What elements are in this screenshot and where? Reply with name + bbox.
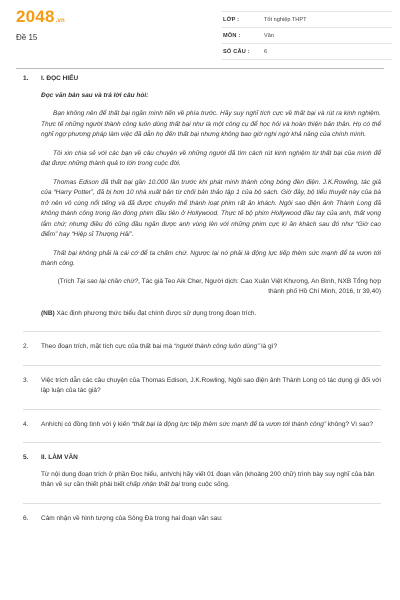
logo-suffix: .vn: [55, 18, 65, 24]
level-badge: (NB): [41, 309, 55, 317]
question-2: [23, 342, 381, 353]
question-quote: “thất bại là động lực tiếp thêm sức mạnh để ta vươn tới thành công”: [131, 420, 326, 428]
meta-row-subject: [222, 28, 392, 44]
passage-paragraph: Thất bại không phải là cái cớ để ta chấm chứ. Ngược lại nó phải là động lực tiếp thêm sức mạnh để ta vươn tới thành công.: [41, 249, 381, 267]
source-title: Tại sao lại chần chừ?: [76, 277, 139, 285]
question-quote: “người thành công luôn dùng”: [173, 343, 260, 350]
meta-row-question-count: [222, 44, 392, 60]
question-number: 5.: [23, 454, 29, 461]
question-text: Cảm nhận về hình tượng của Sông Đà trong hai đoạn văn sau:: [41, 514, 223, 522]
question-divider: [23, 503, 381, 504]
site-logo[interactable]: [16, 7, 65, 27]
passage-paragraph: Bạn không nên để thất bại ngăn mình tiến về phía trước. Hãy suy nghĩ tích cực về thất bại và rút ra kinh nghiệm. Thực tế những người thành công luôn dùng thất bại như là một công cụ để học hỏi và hoàn thiện bản thân. Họ có thể nghĩ ngợ phương pháp làm việc đã dẫn họ đến thất bại nhưng không bao giờ nghi ngờ khả năng của chính mình.: [41, 110, 381, 138]
question-divider: [23, 409, 381, 410]
meta-value: 6: [264, 48, 268, 55]
question-text: Anh/chị có đồng tình với ý kiến: [41, 420, 132, 428]
question-divider: [23, 365, 381, 366]
question-divider: [23, 331, 381, 332]
question-number: 2.: [23, 343, 29, 350]
question-text: Theo đoạn trích, mặt tích cực của thất bại mà: [41, 343, 174, 350]
meta-value: Tốt nghiệp THPT: [264, 16, 307, 23]
section-reading-heading: [23, 74, 381, 85]
question-text: Việc trích dẫn các câu chuyện của Thomas Edison, J.K.Rowling, Ngôi sao điện ảnh Thành Long có tác dụng gì đối với lập luận của tác giả?: [41, 376, 381, 394]
question-3: [23, 376, 381, 397]
meta-key: SỐ CÂU :: [223, 48, 250, 55]
question-1-prompt: [41, 309, 381, 320]
question-number: 4.: [23, 420, 29, 428]
passage-source: [41, 277, 381, 298]
section-title: II. LÀM VĂN: [41, 454, 78, 461]
source-prefix: (Trích: [57, 277, 77, 285]
question-text: Xác định phương thức biểu đạt chính được sử dụng trong đoạn trích.: [54, 309, 257, 317]
question-6: [23, 514, 381, 525]
question-text-end: là gì?: [259, 343, 278, 350]
source-details: , Tác giả Teo Aik Cher, Người dịch: Cao Xuân Việt Khương, An Bình, NXB Tổng hợp thành phố Hồ Chí Minh, 2016, tr 39,40): [138, 277, 381, 295]
page-header: [0, 0, 400, 66]
exam-number: Đề 15: [16, 33, 38, 42]
question-text-end: trong cuộc sống.: [179, 481, 230, 488]
exam-meta-table: [222, 11, 392, 60]
question-number: 1.: [23, 75, 29, 82]
question-text: Từ nội dung đoạn trích ở phần Đọc hiểu, anh/chị hãy viết 01 đoạn văn (khoảng 200 chữ) trình bày suy nghĩ của bản thân về sự cần thiết phải biết: [41, 470, 375, 488]
question-text-end: không? Vì sao?: [326, 420, 373, 428]
question-4: [23, 420, 381, 431]
passage-paragraph: Thomas Edison đã thất bại gần 10.000 lần trước khi phát minh thành công bóng đèn điện. J.K.Rowling, tác giả của “Harry Potter”, đã bị hơn 10 nhà xuất bản từ chối bản thảo tập 1 của bộ sách. Giờ đây, bộ tiểu thuyết này của bà trở nên vô cùng nổi tiếng và đã được chuyển thể thành loạt phim rất ăn khách. Ngôi sao điện ảnh Thành Long đã không thành công trong lần đóng phim đầu tiên ở Hollywood. Thực tế bộ phim Hollywood đầu tay của anh, thất vọng lắm chứ; nhưng điều đó cũng đầu ngăn được anh vùng lên với những phim cực kì ăn khách sau đó như “Giờ cao điểm” hay “Hiệp sĩ Thượng Hải”.: [41, 178, 381, 238]
passage-paragraph: Tôi xin chia sẻ với các bạn về câu chuyện về những người đã tìm cách rút kinh nghiệm từ thất bại của mình để đạt được những thành quả to lớn trong cuộc đời.: [41, 149, 381, 167]
question-divider: [23, 442, 381, 443]
meta-key: MÔN :: [223, 32, 241, 39]
question-5-prompt: [41, 470, 381, 491]
question-emphasis: chấp nhận thất bại: [126, 481, 180, 488]
question-number: 3.: [23, 376, 29, 384]
section-writing-heading: [23, 453, 381, 464]
meta-row-grade: [222, 12, 392, 28]
exam-content: [23, 74, 381, 524]
meta-value: Văn: [264, 32, 274, 39]
reading-instruction: Đọc văn bản sau và trả lời câu hỏi:: [41, 91, 149, 99]
section-title: I. ĐỌC HIỂU: [41, 75, 79, 82]
question-number: 6.: [23, 514, 29, 522]
header-divider: [16, 68, 384, 69]
logo-text: 2048: [16, 7, 55, 26]
meta-key: LỚP :: [223, 16, 240, 23]
